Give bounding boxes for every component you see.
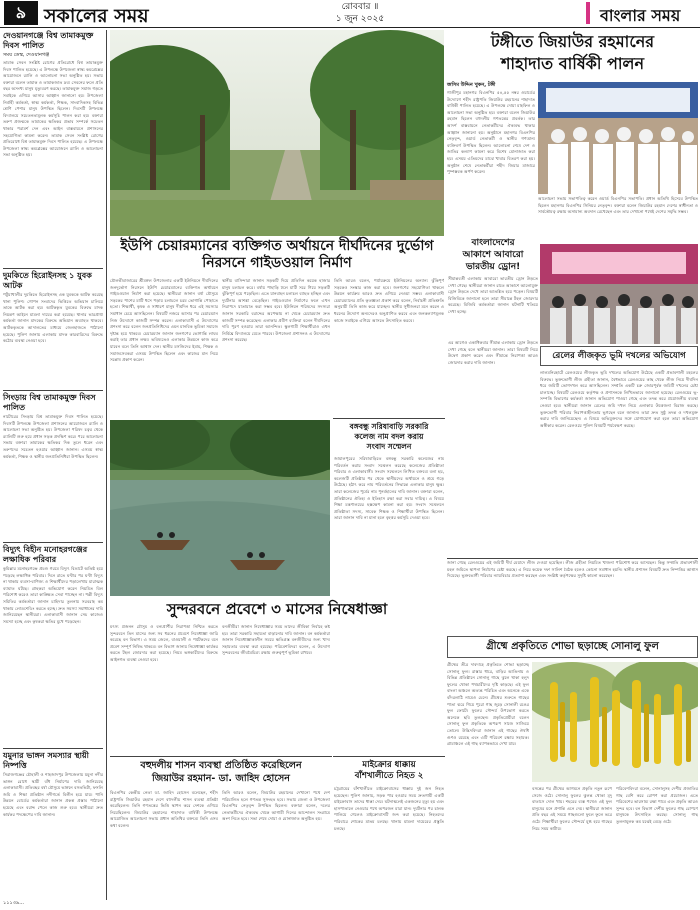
lead-body-col3: তিনি আরও বলেন, পর্যায়ক্রমে ইউনিয়নের অন্যান্য ঝুঁকিপূর্ণ সড়কেও সংস্কার কাজ করা হবে। জনগণের সহযোগিতা থাকলে উন্নয়ন কার্যক্রম আরও দ্রুত এগিয়ে নেওয়া সম্ভব। এলাকাবাসী চেয়ারম্যানের প্রতি কৃতজ্ঞতা প্রকাশ করে বলেন, নির্বাচনী প্রতিশ্রুতি অনুযায়ী তিনি কাজ করে যাচ্ছেন। স্থানীয় সুধীজনরা মনে করেন এ ধরনের উদ্যোগ অন্যদেরও অনুপ্রাণিত করবে এবং জনকল্যাণমূলক কাজে সবাইকে এগিয়ে আসতে উৎসাহিত করবে।	[334, 278, 444, 323]
railway-headline-box	[540, 346, 698, 366]
tongi-photo	[538, 82, 698, 194]
sundarban-photo	[110, 420, 330, 596]
drone-body-cont: এর আগেও একাধিকবার সীমান্ত এলাকায় ড্রোন উড়তে দেখা গেছে বলে স্থানীয়রা জানান। তারা বিষয়টি নিয়ে উদ্বেগ প্রকাশ করেন এবং সীমান্তে নিরাপত্তা আরও জোরদার করার দাবি জানান।	[448, 340, 538, 365]
lead-body-col1: মৌলভীবাজারের শ্রীমঙ্গল উপজেলার একটি ইউনিয়নে দীর্ঘদিনের জনদুর্ভোগ নিরসনে ইউপি চেয়ারম্যানের ব্যক্তিগত অর্থায়নে গাইডওয়াল নির্মাণ করা হয়েছে। স্থানীয়রা জানান বর্ষা মৌসুমে সড়কের পাশের মাটি ধসে পড়ায় চলাচলে চরম ভোগান্তি পোহাতে হতো। শিক্ষার্থী, কৃষক ও সাধারণ মানুষ দীর্ঘদিন ধরে এই সমস্যার সমাধান চেয়ে আসছিলেন। বিষয়টি নজরে আসার পর চেয়ারম্যান নিজ উদ্যোগে কাজটি সম্পন্ন করেন। এলাকাবাসী এ উদ্যোগের প্রশংসা করে বলেন জনপ্রতিনিধিদের এমন মানবিক ভূমিকা সমাজে দৃষ্টান্ত হয়ে থাকবে। চেয়ারম্যান জানান জনগণের ভোগান্তি লাঘব করাই তার প্রধান লক্ষ্য। ভবিষ্যতেও এলাকার উন্নয়নে কাজ করে যাবেন বলে তিনি আশ্বাস দেন। স্থানীয় মসজিদের ইমাম, শিক্ষক ও সমাজসেবকরা এসময় উপস্থিত ছিলেন এবং কাজের মান নিয়ে সন্তোষ প্রকাশ করেন।	[110, 278, 218, 363]
divider	[3, 748, 103, 749]
tongi-body-cont: আলোচনা সভায় সভাপতিত্ব করেন ওয়ার্ড বিএনপির সভাপতি। প্রধান অতিথি হিসেবে উপস্থিত ছিলেন মহানগর বিএনপির সিনিয়র নেতৃবৃন্দ। বক্তারা বলেন জিয়াউর রহমান দেশের স্বাধীনতা ও সার্বভৌমত্ব রক্ষায় অসামান্য অবদান রেখেছেন এবং তার দেখানো পথেই দেশের সমৃদ্ধি সম্ভব।	[538, 196, 698, 215]
college-headline-line2: কলেজ নাম বদল করায়	[354, 432, 424, 441]
zia-body-col2: তিনি আরও বলেন, জিয়াউর রহমানের দেখানো পথে দেশ পরিচালিত হলে গণতন্ত্র সুসংহত হবে। সভায় জেলা ও উপজেলা বিএনপির নেতৃবৃন্দ উপস্থিত ছিলেন। বক্তারা বলেন, দলের নেতাকর্মীদের ঐক্যবদ্ধ থেকে আগামী দিনের আন্দোলন সংগ্রামে অংশ নিতে হবে। সভা শেষে দোয়া ও মোনাজাত অনুষ্ঠিত হয়।	[222, 790, 330, 822]
flower-body-col2: বসন্তের পর গ্রীষ্মের আগমনে প্রকৃতি নতুন রূপে সেজে ওঠে। সোনালু ফুলের ঝুলন্ত থোকা মৃদু বাতাসে দোল খায়। শহরের ব্যস্ত পথেও এই ফুল মানুষের মনে প্রশান্তি এনে দেয়। স্থানীয়রা জানান প্রতি বছর এই সময়ে গাছগুলো ফুলে ফুলে ভরে ওঠে। শিক্ষার্থীরা ফুলের সৌন্দর্যে মুগ্ধ হয়ে গাছের নিচে সময় কাটায়।	[532, 786, 612, 831]
lead-headline: ইউপি চেয়ারম্যানের ব্যক্তিগত অর্থায়নে দীর্ঘদিনের দুর্ভোগ নিরসনে গাইডওয়াল নির্মাণ	[120, 238, 434, 271]
section-name: বাংলার সময়	[600, 6, 681, 25]
drone-headline-line3: ভারতীয় ড্রোন!	[465, 262, 521, 272]
zia-headline-line2: জিয়াউর রহমান- ডা. জাহিদ হোসেন	[152, 773, 290, 784]
divider	[3, 542, 103, 543]
divider	[3, 390, 103, 391]
story-title-tobacco-day: দেওয়ানগঞ্জে বিশ্ব তামাকমুক্ত দিবস পালিত	[3, 31, 94, 50]
flower-headline: গ্রীষ্মে প্রকৃতিতে শোভা ছড়াচ্ছে সোনালু ফুল	[486, 641, 659, 652]
newspaper-brand: সকালের সময়	[44, 5, 149, 27]
story-body: নাটোরের সিংড়ায় বিশ্ব তামাকমুক্ত দিবস পালিত হয়েছে। দিবসটি উপলক্ষে উপজেলা প্রশাসনের আয়োজনে র‍্যালি ও আলোচনা সভা অনুষ্ঠিত হয়। উপজেলা পরিষদ চত্বর থেকে র‍্যালিটি শুরু হয়ে প্রধান সড়ক প্রদক্ষিণ করে। পরে আলোচনা সভায় বক্তারা তামাকের ক্ষতিকর দিক তুলে ধরেন এবং তরুণদের সচেতন হওয়ার আহ্বান জানান। এসময় স্বাস্থ্য কর্মকর্তা, শিক্ষক ও স্থানীয় জনপ্রতিনিধিরা উপস্থিত ছিলেন।	[3, 414, 103, 459]
date-label: ১ জুন ২০২৫	[335, 14, 385, 24]
sundarban-body-col1: মৎস্য প্রজনন মৌসুম ও বন্যপ্রাণীর নিরাপত্তা নিশ্চিত করতে সুন্দরবনে তিন মাসের জন্য সব ধরনের প্রবেশে নিষেধাজ্ঞা জারি করেছে বন বিভাগ। এ সময় জেলে, বাওয়ালী ও পর্যটকদের বনে প্রবেশ সম্পূর্ণ নিষিদ্ধ থাকবে। বন বিভাগ জানায় নিষেধাজ্ঞা কার্যকর করতে টহল জোরদার করা হয়েছে। নিয়ম ভঙ্গকারীদের বিরুদ্ধে আইনগত ব্যবস্থা নেওয়া হবে।	[110, 624, 218, 662]
lead-photo	[110, 30, 444, 236]
bus-body: চট্টগ্রামের বাঁশখালীতে মাইক্রোবাসের ধাক্কায় দুই জন নিহত হয়েছেন। পুলিশ জানায়, সড়ক পার হওয়ার সময় দ্রুতগামী একটি মাইক্রোবাস তাদের ধাক্কা দেয়। ঘটনাস্থলেই একজনের মৃত্যু হয় এবং হাসপাতালে নেওয়ার পথে অপরজন মারা যান। দুর্ঘটনার পর চালক পালিয়ে গেলেও মাইক্রোবাসটি জব্দ করা হয়েছে। নিহতদের পরিবারে শোকের মাতম চলছে। থানায় মামলা দায়েরের প্রস্তুতি চলছে।	[334, 786, 444, 831]
divider	[3, 268, 103, 269]
railway-body-cont: জানা গেছে রেলওয়ের এই জমিটি দীর্ঘ মেয়াদে লীজ দেওয়া হয়েছিল। লীজ গ্রহীতা নিয়মিত খাজনা পরিশোধ করে আসছেন। কিন্তু সম্প্রতি প্রভাবশালী মহল জমিতে স্থাপনা নির্মাণের চেষ্টা করছে। এ নিয়ে কয়েক দফা সালিশ বৈঠক হলেও কোনো সমাধান হয়নি। স্থানীয় প্রশাসন বিষয়টি দ্রুত নিষ্পত্তির আশ্বাস দিয়েছে। ভুক্তভোগী পরিবার ন্যায়বিচার প্রত্যাশা করছেন এবং সংশ্লিষ্ট কর্তৃপক্ষের সুদৃষ্টি কামনা করেছেন।	[447, 560, 698, 579]
divider	[447, 558, 698, 559]
story-title-jamuna-erosion: যমুনার ভাঙ্গন সমস্যার স্থায়ী নিষ্পত্তি	[3, 751, 89, 770]
section-marker	[586, 2, 590, 24]
divider	[333, 418, 445, 419]
drone-headline-line2: আকাশে আবারো	[462, 250, 524, 260]
tongi-headline-line2: শাহাদাত বার্ষিকী পালন	[500, 54, 645, 73]
story-title-electricity: বিদ্যুৎ বিহীন মনোহরগঞ্জের লক্ষাধিক পরিবার	[3, 545, 88, 564]
story-title-heroin-arrest: দুমকিতে হিরোইনসহ ১ যুবক আটক	[3, 271, 92, 290]
story-title-singra-tobacco: সিংড়ায় বিশ্ব তামাকমুক্ত দিবস পালিত	[3, 393, 96, 412]
tongi-headline-line1: টঙ্গীতে জিয়াউর রহমানের	[490, 32, 655, 51]
drone-photo	[540, 244, 698, 344]
story-body: সিরাজগঞ্জের চৌহালী ও শাহজাদপুর উপজেলায় যমুনা নদীর ভাঙ্গন রোধে স্থায়ী বাঁধ নির্মাণের দাবি জানিয়েছে এলাকাবাসী। প্রতিবছর বর্ষা মৌসুমে ভাঙ্গনে বসতভিটা, ফসলি জমি ও শিক্ষা প্রতিষ্ঠান নদীগর্ভে বিলীন হয়ে যায়। পানি উন্নয়ন বোর্ডের কর্মকর্তারা জানান প্রকল্প প্রস্তাব পাঠানো হয়েছে এবং বরাদ্দ পেলে কাজ শুরু হবে। স্থানীয়রা দ্রুত কার্যকর পদক্ষেপের দাবি জানান।	[3, 772, 103, 817]
bus-headline-line2: বাঁশখালীতে নিহত ২	[354, 771, 424, 781]
sundarban-headline: সুন্দরবনে প্রবেশে ৩ মাসের নিষেধাজ্ঞা	[166, 600, 388, 618]
college-headline-line3: সংবাদ সম্মেলন	[366, 442, 412, 451]
tongi-body: গাজীপুর মহানগর বিএনপির ৫৪,৫৫ নম্বর ওয়ার্ডের উদ্যোগে শহীদ রাষ্ট্রপতি জিয়াউর রহমানের শাহাদাত বার্ষিকী পালিত হয়েছে। এ উপলক্ষে দোয়া মাহফিল ও আলোচনা সভা অনুষ্ঠিত হয়। বক্তারা বলেন জিয়াউর রহমান ছিলেন বহুদলীয় গণতন্ত্রের প্রবর্তক। তার আদর্শ বাস্তবায়নে নেতাকর্মীদের ঐক্যবদ্ধ থাকার আহ্বান জানানো হয়। অনুষ্ঠানে মহানগর বিএনপির নেতৃবৃন্দ, ওয়ার্ড নেতাকর্মী ও স্থানীয় গণ্যমান্য ব্যক্তিবর্গ উপস্থিত ছিলেন। আলোচনা শেষে দেশ ও জাতির কল্যাণ কামনা করে বিশেষ মোনাজাত করা হয়। এসময় এতিমদের মাঝে খাবার বিতরণ করা হয়। অনুষ্ঠান শেষে নেতাকর্মীরা শহীদ জিয়ার মাজারে পুষ্পস্তবক অর্পণ করেন।	[447, 90, 535, 175]
tongi-headline-box	[447, 30, 698, 80]
railway-body: লালমনিরহাটে রেলওয়ের লীজকৃত ভূমি দখলের অভিযোগ উঠেছে একটি প্রভাবশালী মহলের বিরুদ্ধে। ভুক্তভোগী লীজ গ্রহীতা জানান, বৈধভাবে রেলওয়ের কাছ থেকে লীজ নিয়ে দীর্ঘদিন ধরে জমিটি ভোগদখল করে আসছিলেন। সম্প্রতি একটি চক্র জোরপূর্বক জমিটি দখলের চেষ্টা চালাচ্ছে। বিষয়টি রেলওয়ে কর্তৃপক্ষ ও প্রশাসনকে লিখিতভাবে জানানো হয়েছে। রেলওয়ের ভূ-সম্পত্তি বিভাগের কর্মকর্তা জানান অভিযোগ পাওয়া গেছে এবং তদন্ত করে প্রয়োজনীয় ব্যবস্থা নেওয়া হবে। স্থানীয়রা জানান রেলের জমি দখল নিয়ে এলাকায় উত্তেজনা বিরাজ করছে। ভুক্তভোগী পরিবার নিরাপত্তাহীনতায় ভুগছেন বলে জানান। তারা দ্রুত সুষ্ঠু তদন্ত ও দখলমুক্ত করার দাবি জানিয়েছেন। এ বিষয়ে অভিযুক্তদের সঙ্গে যোগাযোগ করা হলে তারা অভিযোগ অস্বীকার করেন। রেলওয়ে পুলিশ বিষয়টি পর্যবেক্ষণ করছে।	[540, 370, 698, 428]
divider	[110, 756, 332, 757]
college-body: জামালপুরের সরিষাবাড়িতে বঙ্গবন্ধু সরকারি কলেজের নাম পরিবর্তন করায় সংবাদ সম্মেলন করেছে কলেজের প্রতিষ্ঠাতা পরিবার ও এলাকাবাসী। সংবাদ সম্মেলনে লিখিত বক্তব্যে বলা হয়, কলেজটি প্রতিষ্ঠার পর থেকে স্থানীয়দের অর্থায়নে ও শ্রমে গড়ে উঠেছে। হঠাৎ করে নাম পরিবর্তনের সিদ্ধান্তে এলাকার মানুষ ক্ষুব্ধ। তারা কলেজের পূর্বের নাম পুনর্বহালের দাবি জানান। বক্তারা বলেন, প্রতিষ্ঠানের ঐতিহ্য ও ইতিহাস রক্ষা করা সবার দায়িত্ব। এ বিষয়ে শিক্ষা মন্ত্রণালয়ের হস্তক্ষেপ কামনা করা হয়। সংবাদ সম্মেলনে প্রতিষ্ঠাতা সদস্য, সাবেক শিক্ষক ও শিক্ষার্থীরা উপস্থিত ছিলেন। তারা জানান দাবি না মানা হলে বৃহত্তর কর্মসূচি দেওয়া হবে।	[334, 456, 444, 521]
flower-body-col3: পরিবেশবিদরা বলেন, সোনালুসহ দেশীয় প্রজাতির গাছ বেশি করে রোপণ করা প্রয়োজন। এতে পরিবেশের ভারসাম্য রক্ষা পাবে এবং প্রকৃতি আরও সুন্দর হবে। বন বিভাগ দেশীয় ফুলের গাছ রোপণে মানুষকে উৎসাহিত করছে। সোনালু গাছ তুলনামূলক কম যত্নেই বেড়ে ওঠে।	[616, 786, 698, 824]
bus-headline-line1: মাইক্রোর ধাক্কায়	[362, 760, 416, 770]
lead-body-col2: স্থানীয় বাসিন্দারা জানান সড়কটি দিয়ে প্রতিদিন কয়েক হাজার মানুষ চলাচল করে। বর্ষায় পাহাড়ি ঢলে মাটি সরে গিয়ে সড়কটি ঝুঁকিপূর্ণ হয়ে পড়েছিল। এতে যানবাহন চলাচল ব্যাহত হচ্ছিল এবং দুর্ঘটনার আশঙ্কা বেড়েছিল। গাইডওয়াল নির্মাণের ফলে এখন নিরাপদে যাতায়াত করা সম্ভব হবে। ইউনিয়ন পরিষদের সদস্যরা জানান সরকারি বরাদ্দের অপেক্ষায় না থেকে চেয়ারম্যান দ্রুত কাজটি সম্পন্ন করেছেন। এলাকার প্রবীণ ব্যক্তিরা বলেন দীর্ঘদিনের দাবি পূরণ হওয়ায় তারা আনন্দিত। স্কুলগামী শিক্ষার্থীরাও এখন নির্বিঘ্নে বিদ্যালয়ে যেতে পারবে। উপজেলা প্রশাসনও এ উদ্যোগের প্রশংসা করেছে।	[222, 278, 330, 343]
footer-mark: ১১১৩৯...	[3, 900, 24, 906]
divider	[333, 756, 445, 757]
zia-headline-line1: বহুদলীয় শাসন ব্যবস্থা প্রতিষ্ঠিত করেছিলেন	[140, 760, 302, 771]
flower-body-col1: গ্রীষ্মের তীব্র দাবদাহে প্রকৃতিতে শোভা ছড়াচ্ছে সোনালু ফুল। রাস্তার ধারে, বাড়ির আঙিনায় ও বিভিন্ন প্রতিষ্ঠানে সোনালু গাছে ঝুলে থাকা হলুদ ফুলের থোকা পথচারীদের দৃষ্টি কাড়ছে। এই ফুল বাংলা অঞ্চলে অত্যন্ত পরিচিত এবং অনেকে একে বাঁদরলাঠি নামেও চেনে। গ্রীষ্মের শুরুতে গাছের পাতা ঝরে গিয়ে পুরো গাছ জুড়ে সোনালী রঙের ফুল ফোটে। ফুলের সৌন্দর্য উপভোগ করতে অনেকে ছবি তুলছেন। প্রকৃতিপ্রেমীরা বলেন সোনালু ফুল প্রকৃতিকে অপরূপ সাজে সাজিয়ে তোলে। উদ্ভিদবিদরা জানান এই গাছের ঔষধি গুণও রয়েছে এবং এটি পরিবেশ রক্ষায় সহায়ক। গ্রামাঞ্চলে এই গাছ ব্যাপকভাবে দেখা যায়।	[447, 662, 529, 747]
byline: সময় ডেস্ক, দেওয়ানগঞ্জ	[3, 52, 50, 58]
masthead	[0, 0, 700, 28]
zia-body-col1: বিএনপির কেন্দ্রীয় নেতা ডা. জাহিদ হোসেন বলেছেন, শহীদ রাষ্ট্রপতি জিয়াউর রহমান দেশে বহুদলীয় শাসন ব্যবস্থা প্রতিষ্ঠা করেছিলেন। তিনি গণতন্ত্রের ভিত্তি স্থাপন করে দেশকে এগিয়ে নিয়েছিলেন। জিয়াউর রহমানের শাহাদাত বার্ষিকী উপলক্ষে আয়োজিত আলোচনা সভায় প্রধান অতিথির বক্তব্যে তিনি এসব কথা বলেন।	[110, 790, 218, 828]
story-body: তামাক সেবন সংশ্লিষ্ট রোগের প্রতিরোধে বিশ্ব তামাকমুক্ত দিবস পালিত হয়েছে। এ উপলক্ষে উপজেলা স্বাস্থ্য কমপ্লেক্সের আয়োজনে র‍্যালি ও আলোচনা সভা অনুষ্ঠিত হয়। সভায় বক্তারা বলেন তামাক ও তামাকজাত দ্রব্য সেবনের ফলে প্রতি বছর অসংখ্য মানুষ মৃত্যুবরণ করছে। তামাকমুক্ত সমাজ গড়তে সবাইকে এগিয়ে আসার আহ্বান জানানো হয়। উপজেলা নির্বাহী কর্মকর্তা, স্বাস্থ্য কর্মকর্তা, শিক্ষক, সাংবাদিকসহ বিভিন্ন শ্রেণি পেশার মানুষ উপস্থিত ছিলেন। দিবসটি উপলক্ষে বিদ্যালয়ে সচেতনতামূলক কর্মসূচি পালন করা হয়। বক্তারা তরুণ প্রজন্মকে তামাকের ক্ষতিকর প্রভাব সম্পর্কে সচেতন থাকার পরামর্শ দেন এবং আইন বাস্তবায়নে প্রশাসনের সহযোগিতা কামনা করেন। তামাক সেবন সংশ্লিষ্ট রোগের প্রতিরোধে বিশ্ব তামাকমুক্ত দিবস পালিত হয়েছে। এ উপলক্ষে উপজেলা স্বাস্থ্য কমপ্লেক্সের আয়োজনে র‍্যালি ও আলোচনা সভা অনুষ্ঠিত হয়।	[3, 60, 103, 158]
page-number: ৯	[4, 1, 38, 25]
tongi-byline: জসিম উদ্দিন খুকন, টঙ্গী	[447, 82, 496, 88]
story-body: পটুয়াখালীর দুমকিতে হিরোইনসহ এক যুবককে আটক করেছে থানা পুলিশ। গোপন সংবাদের ভিত্তিতে অভিযান চালিয়ে তাকে আটক করা হয়। আটককৃত যুবকের বিরুদ্ধে মাদক নিয়ন্ত্রণ আইনে মামলা দায়ের করা হয়েছে। থানার ভারপ্রাপ্ত কর্মকর্তা জানান মাদকের বিরুদ্ধে অভিযান অব্যাহত থাকবে। আটককৃতকে আদালতের মাধ্যমে জেলহাজতে পাঠানো হয়েছে। পুলিশ জানায় এলাকায় মাদক কারবারিদের বিরুদ্ধে কঠোর ব্যবস্থা নেওয়া হবে।	[3, 292, 103, 344]
drone-headline-line1: বাংলাদেশের	[471, 238, 515, 248]
drone-body: সীমান্তবর্তী এলাকায় আবারো ভারতীয় ড্রোন উড়তে দেখা গেছে। স্থানীয়রা জানান রাতে আকাশে আলোযুক্ত ড্রোন উড়তে দেখে তারা আতঙ্কিত হয়ে পড়েন। বিষয়টি বিজিবিকে জানানো হলে তারা সীমান্তে টহল জোরদার করেছে। বিজিবি কর্মকর্তারা জানান ঘটনাটি খতিয়ে দেখা হচ্ছে।	[448, 276, 538, 314]
sundarban-body-col2: বনজীবীরা জানান নিষেধাজ্ঞার সময় তাদের জীবিকা নির্বাহে কষ্ট হয়। তারা সরকারি সহায়তা বাড়ানোর দাবি জানান। বন কর্মকর্তারা জানান নিষেধাজ্ঞাকালীন সময়ে ক্ষতিগ্রস্ত বনজীবীদের জন্য খাদ্য সহায়তার ব্যবস্থা করা হয়েছে। পরিবেশবিদরা বলেন, এ উদ্যোগ সুন্দরবনের জীববৈচিত্র্য রক্ষায় গুরুত্বপূর্ণ ভূমিকা রাখবে।	[222, 624, 330, 656]
day-label: রোববার ॥	[341, 2, 379, 12]
railway-headline: রেলের লীজকৃত ভূমি দখলের অভিযোগ	[552, 351, 686, 361]
date-block	[300, 1, 420, 25]
column-divider	[106, 30, 107, 900]
flower-photo	[532, 662, 698, 782]
story-body: কুমিল্লার মনোহরগঞ্জে প্রচণ্ড গরমে বিদ্যুৎ বিভ্রাটে অতিষ্ঠ হয়ে পড়েছে লক্ষাধিক পরিবার। দিনে রাতে ঘণ্টার পর ঘণ্টা বিদ্যুৎ না থাকায় ব্যবসা-বাণিজ্য ও শিক্ষার্থীদের পড়ালেখায় মারাত্মক ব্যাঘাত ঘটছে। গ্রাহকরা অভিযোগ করেন নিয়মিত বিল পরিশোধ করেও তারা কাঙ্ক্ষিত সেবা পাচ্ছেন না। পল্লী বিদ্যুৎ সমিতির কর্মকর্তারা জানান চাহিদার তুলনায় সরবরাহ কম থাকায় লোডশেডিং করতে হচ্ছে। দ্রুত সমস্যা সমাধানের দাবি জানিয়েছেন স্থানীয়রা। এলাকাবাসী জানান সেচ কাজেও সমস্যা হচ্ছে এবং কৃষকরা ক্ষতির মুখে পড়েছেন।	[3, 566, 103, 624]
flower-headline-box	[447, 636, 698, 658]
college-headline-line1: বঙ্গবন্ধু সরিষাবাড়ি সরকারি	[349, 422, 429, 431]
